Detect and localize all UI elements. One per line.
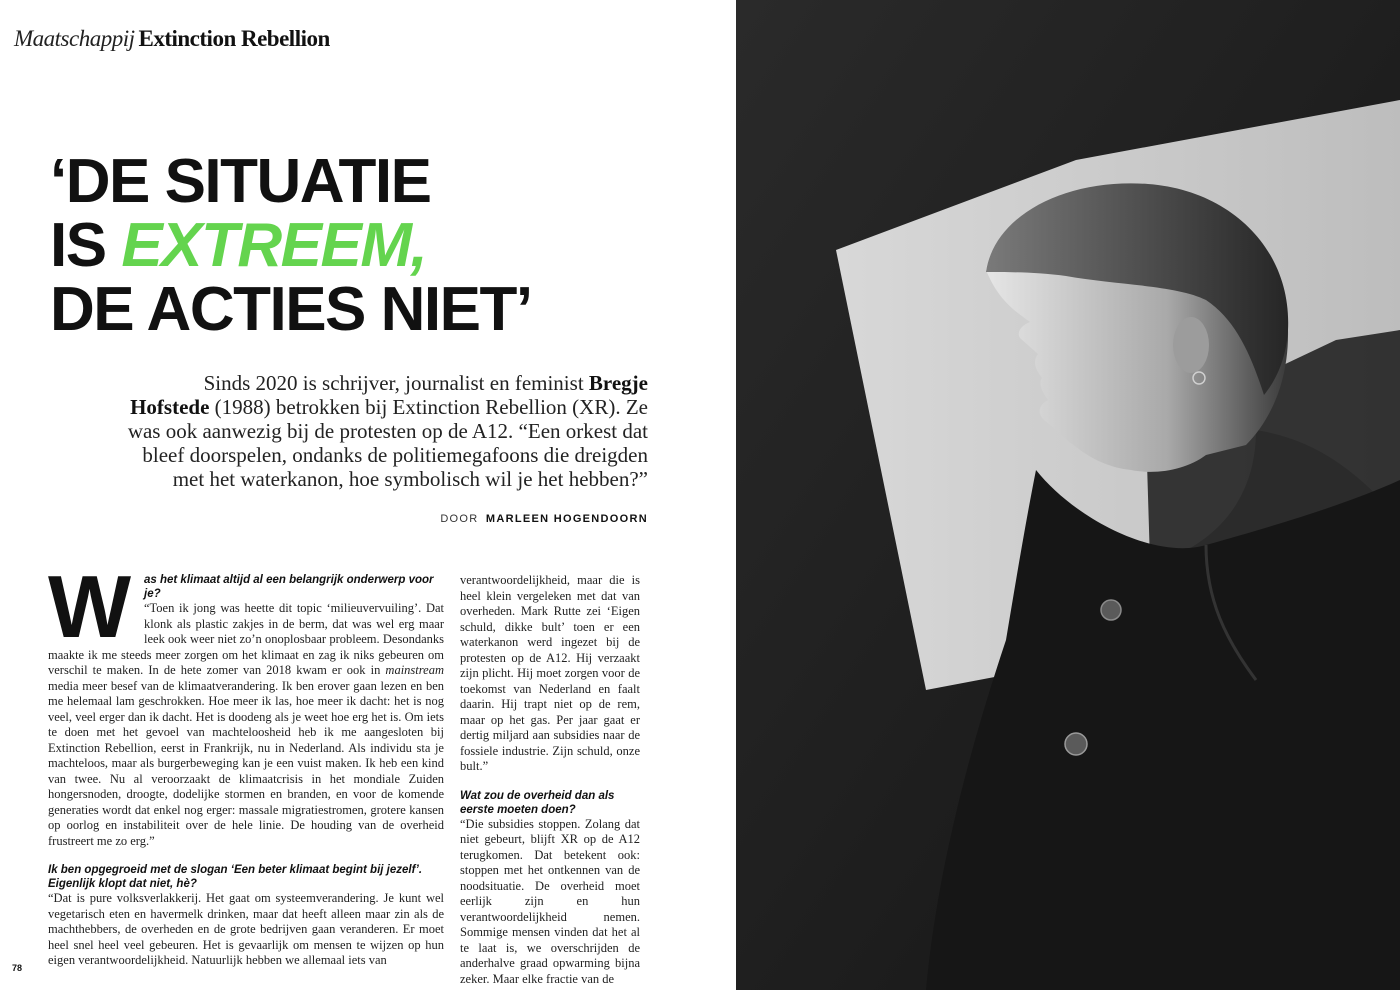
- headline-line-2-prefix: IS: [50, 211, 122, 280]
- portrait-photo: [736, 0, 1400, 990]
- drop-cap-container: [48, 557, 140, 656]
- ear: [1173, 317, 1209, 373]
- question-2: Ik ben opgegroeid met de slogan ‘Een beter klimaat begint bij jezelf’. Eigenlijk klopt dat niet, hè?: [48, 864, 423, 890]
- headline-accent-word: EXTREEM,: [121, 211, 427, 280]
- drop-cap: W: [48, 557, 128, 656]
- article-column-2: [460, 573, 640, 1001]
- topic-label: Extinction Rebellion: [138, 26, 330, 51]
- jacket-button-2: [1065, 733, 1087, 755]
- answer-1-part-2: media meer besef van de klimaatverandering. Ik ben erover gaan lezen en ben me helemaal lam geschrokken. Hoe meer ik las, hoe meer ik dacht: het is nog veel, veel erger dan ik dacht. Het is doodeng als je weet hoe erg het is. Om iets te doen met het gevoel van machteloosheid heb ik me aangesloten bij Extinction Rebellion, eerst in Frankrijk, nu in Nederland. Als individu sta je machteloos, maar als burgerbeweging kan je een vuist maken. Ik heb een kind van twee. Nu al veroorzaakt de klimaatcrisis in het mondiale Zuiden hongersnoden, droogte, dodelijke stormen en branden, en voor de komende generaties wordt dat enkel nog erger: massale migratiestromen, grotere kansen op oorlog en instabiliteit over de hele linie. De houding van de overheid frustreert me zo erg.”: [48, 678, 444, 848]
- section-header: [14, 26, 330, 52]
- intro-paragraph: [120, 371, 648, 491]
- intro-person-name: Bregje Hofstede: [130, 371, 648, 419]
- jacket-button-1: [1101, 600, 1121, 620]
- byline-prefix: DOOR: [440, 513, 479, 525]
- intro-after: (1988) betrokken bij Extinction Rebellion (XR). Ze was ook aanwezig bij de protesten op de A12. “Een orkest dat bleef doorspelen, ondanks de politiemegafoons die dreigden met het waterkanon, hoe symbolisch wil je het hebben?”: [127, 395, 648, 491]
- intro-before: Sinds 2020 is schrijver, journalist en feminist: [203, 371, 589, 395]
- byline-author: MARLEEN HOGENDOORN: [485, 513, 648, 525]
- portrait-illustration: [736, 0, 1400, 990]
- section-label: Maatschappij: [14, 26, 135, 51]
- headline-line-1: ‘DE SITUATIE: [50, 147, 431, 216]
- answer-1-part-1: “Toen ik jong was heette dit topic ‘milieuvervuiling’. Dat klonk als plastic zakjes in de berm, dat was wel erg maar leek ook weer niet zo’n onoplosbaar probleem. Desondanks maakte ik me steeds meer zorgen om het klimaat en zag ik niks gebeuren om verschil te maken. In de hete zomer van 2018 kwam er ook in: [48, 601, 444, 677]
- headline-line-2: [50, 211, 532, 280]
- article-column-1: [48, 557, 444, 983]
- answer-3: “Die subsidies stoppen. Zolang dat niet gebeurt, blijft XR op de A12 terugkomen. Dat betekent ook: stoppen met het ontkennen van de noodsituatie. De overheid moet eerlijk zijn en hun verantwoordelijkheid nemen. Sommige mensen vinden dat het al te laat is, we overschrijden de anderhalve graad opwarming bijna zeker. Maar elke fractie van de: [460, 816, 640, 986]
- byline: [440, 513, 648, 525]
- answer-2-continued: verantwoordelijkheid, maar die is heel klein vergeleken met dat van overheden. Mark Rutte zei ‘Eigen schuld, dikke bult’ toen er een waterkanon werd ingezet bij de protesten op de A12. Hij verzaakt zijn plicht. Hij moet zorgen voor de toekomst van Nederland en faalt daarin. Hij trapt niet op de rem, maar op het gas. Per jaar gaat er dertig miljard aan subsidies naar de fossiele industrie. Zijn schuld, onze bult.”: [460, 573, 640, 773]
- answer-1-emphasis: mainstream: [385, 663, 444, 677]
- headline: [50, 147, 532, 344]
- headline-line-3: DE ACTIES NIET’: [50, 275, 532, 344]
- page-number: 78: [12, 963, 23, 973]
- answer-2: “Dat is pure volksverlakkerij. Het gaat om systeemverandering. Je kunt wel vegetarisch eten en havermelk drinken, maar dat heeft alleen maar zin als de machthebbers, de overheden en de grote bedrijven gaan veranderen. Er moet heel snel heel veel gebeuren. Het is gevaarlijk om mensen te wijzen op hun eigen verantwoordelijkheid. Natuurlijk hebben we allemaal iets van: [48, 891, 444, 967]
- question-1: as het klimaat altijd al een belangrijk onderwerp voor je?: [144, 574, 434, 600]
- question-3: Wat zou de overheid dan als eerste moeten doen?: [460, 789, 615, 816]
